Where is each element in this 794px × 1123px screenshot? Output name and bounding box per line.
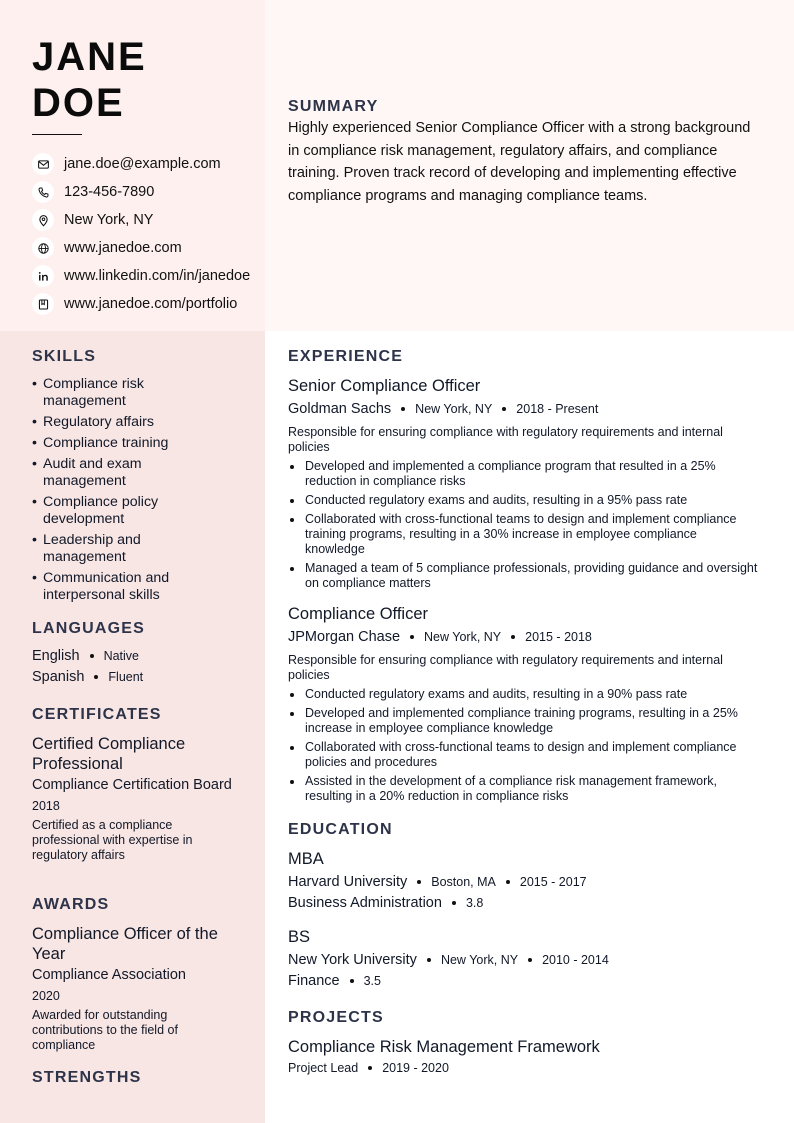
separator-dot <box>528 958 532 962</box>
job-bullets <box>288 687 760 804</box>
school-name: Harvard University <box>288 874 408 890</box>
linkedin-icon <box>32 265 54 287</box>
linkedin-text: www.linkedin.com/in/janedoe <box>64 268 251 284</box>
field-of-study: Finance <box>288 973 340 989</box>
contact-location <box>32 206 250 234</box>
last-name: DOE <box>32 81 125 125</box>
awards-heading: AWARDS <box>32 896 110 913</box>
location-text: New York, NY <box>64 212 154 228</box>
gpa: 3.8 <box>465 896 484 910</box>
job-meta <box>288 400 760 418</box>
education-dates: 2010 - 2014 <box>542 953 609 967</box>
job-bullet: Developed and implemented compliance training programs, resulting in a 25% increase in employee compliance knowledge <box>288 706 760 736</box>
school-location: Boston, MA <box>431 875 496 889</box>
certificate-description: Certified as a compliance professional with expertise in regulatory affairs <box>32 817 193 862</box>
job-bullet: Developed and implemented a compliance program that resulted in a 25% reduction in compliance risks <box>288 459 760 489</box>
contact-list <box>32 150 250 318</box>
certificate-year: 2018 <box>32 798 60 813</box>
skill-item: • Communication and interpersonal skills <box>32 570 203 604</box>
award-year: 2020 <box>32 988 60 1003</box>
first-name: JANE <box>32 35 147 79</box>
portfolio-icon <box>32 293 54 315</box>
project-meta <box>288 1059 760 1077</box>
job-dates: 2015 - 2018 <box>525 630 592 644</box>
education-heading: EDUCATION <box>288 821 393 838</box>
languages-list <box>32 645 247 687</box>
education-dates: 2015 - 2017 <box>519 875 587 889</box>
field-of-study: Business Administration <box>288 895 442 911</box>
separator-dot <box>452 901 456 905</box>
separator-dot <box>94 675 98 679</box>
phone-icon <box>32 181 54 203</box>
languages-heading: LANGUAGES <box>32 620 146 637</box>
award-title: Compliance Officer of the Year <box>32 925 218 963</box>
phone-text: 123-456-7890 <box>64 184 155 200</box>
job-bullet: Conducted regulatory exams and audits, resulting in a 90% pass rate <box>288 687 760 702</box>
job-entry <box>288 604 760 808</box>
candidate-name <box>32 34 252 126</box>
summary-heading: SUMMARY <box>288 98 379 115</box>
education-meta <box>288 873 760 891</box>
job-location: New York, NY <box>415 402 493 416</box>
job-dates: 2018 - Present <box>516 402 599 416</box>
skills-heading: SKILLS <box>32 348 97 365</box>
job-title: Compliance Officer <box>288 605 429 623</box>
separator-dot <box>350 979 354 983</box>
contact-phone[interactable] <box>32 178 250 206</box>
summary-text: Highly experienced Senior Compliance Officer with a strong background in compliance risk management, regulatory affairs, and compliance training. Proven track record of developing and implementing effective compliance programs and managing compliance teams. <box>288 120 751 205</box>
contact-portfolio[interactable] <box>32 290 250 318</box>
job-description: Responsible for ensuring compliance with regulatory requirements and internal policies <box>288 653 723 682</box>
location-pin-icon <box>32 209 54 231</box>
project-entry <box>288 1037 760 1077</box>
school-location: New York, NY <box>440 953 519 967</box>
job-bullet: Assisted in the development of a compliance risk management framework, resulting in a 20% reduction in compliance risks <box>288 774 760 804</box>
separator-dot <box>368 1066 372 1070</box>
job-meta <box>288 628 760 646</box>
project-title: Compliance Risk Management Framework <box>288 1038 600 1056</box>
language-name: Spanish <box>32 668 85 685</box>
name-divider <box>32 134 82 135</box>
job-description: Responsible for ensuring compliance with regulatory requirements and internal policies <box>288 425 723 454</box>
award-issuer: Compliance Association <box>32 967 186 983</box>
company-name: Goldman Sachs <box>288 401 392 417</box>
portfolio-text: www.janedoe.com/portfolio <box>64 296 238 312</box>
skill-item: • Leadership and management <box>32 532 173 566</box>
globe-icon <box>32 237 54 259</box>
separator-dot <box>90 654 94 658</box>
gpa: 3.5 <box>363 974 381 988</box>
certificates-heading: CERTIFICATES <box>32 706 162 723</box>
degree: BS <box>288 928 311 946</box>
language-name: English <box>32 647 80 664</box>
project-dates: 2019 - 2020 <box>382 1061 449 1075</box>
skill-item: • Regulatory affairs <box>32 414 247 431</box>
contact-linkedin[interactable] <box>32 262 250 290</box>
school-name: New York University <box>288 952 417 968</box>
experience-heading: EXPERIENCE <box>288 348 404 365</box>
degree: MBA <box>288 850 324 868</box>
language-item <box>32 666 247 687</box>
certificate-title: Certified Compliance Professional <box>32 735 186 773</box>
separator-dot <box>427 958 431 962</box>
job-title: Senior Compliance Officer <box>288 377 481 395</box>
skill-item: • Compliance training <box>32 435 247 452</box>
company-name: JPMorgan Chase <box>288 629 401 645</box>
mail-icon <box>32 153 54 175</box>
email-text: jane.doe@example.com <box>64 156 221 172</box>
language-level: Native <box>103 648 139 663</box>
job-bullets <box>288 459 760 591</box>
language-level: Fluent <box>108 669 144 684</box>
contact-email[interactable] <box>32 150 250 178</box>
separator-dot <box>502 407 506 411</box>
award-description: Awarded for outstanding contributions to the field of compliance <box>32 1007 178 1052</box>
separator-dot <box>401 407 405 411</box>
job-bullet: Collaborated with cross-functional teams to design and implement compliance policies and procedures <box>288 740 760 770</box>
project-role: Project Lead <box>288 1061 359 1075</box>
award-item <box>32 924 237 1053</box>
separator-dot <box>410 635 414 639</box>
skills-list <box>32 376 247 608</box>
separator-dot <box>506 880 510 884</box>
contact-website[interactable] <box>32 234 250 262</box>
job-bullet: Conducted regulatory exams and audits, resulting in a 95% pass rate <box>288 493 760 508</box>
strengths-heading: STRENGTHS <box>32 1069 142 1086</box>
education-field-row <box>288 894 760 912</box>
job-bullet: Collaborated with cross-functional teams to design and implement compliance training programs, resulting in a 30% increase in employee compliance knowledge <box>288 512 760 557</box>
skill-item: • Audit and exam management <box>32 456 171 490</box>
language-item <box>32 645 247 666</box>
education-entry <box>288 927 760 990</box>
certificate-issuer: Compliance Certification Board <box>32 777 232 793</box>
separator-dot <box>417 880 421 884</box>
certificate-item <box>32 734 232 863</box>
job-entry <box>288 376 760 595</box>
skill-item: • Compliance policy development <box>32 494 193 528</box>
skill-item: • Compliance risk management <box>32 376 171 410</box>
education-entry <box>288 849 760 912</box>
job-location: New York, NY <box>424 630 502 644</box>
job-bullet: Managed a team of 5 compliance professionals, providing guidance and oversight on compliance matters <box>288 561 760 591</box>
separator-dot <box>511 635 515 639</box>
education-field-row <box>288 972 760 990</box>
education-meta <box>288 951 760 969</box>
projects-heading: PROJECTS <box>288 1009 384 1026</box>
website-text: www.janedoe.com <box>64 240 182 256</box>
